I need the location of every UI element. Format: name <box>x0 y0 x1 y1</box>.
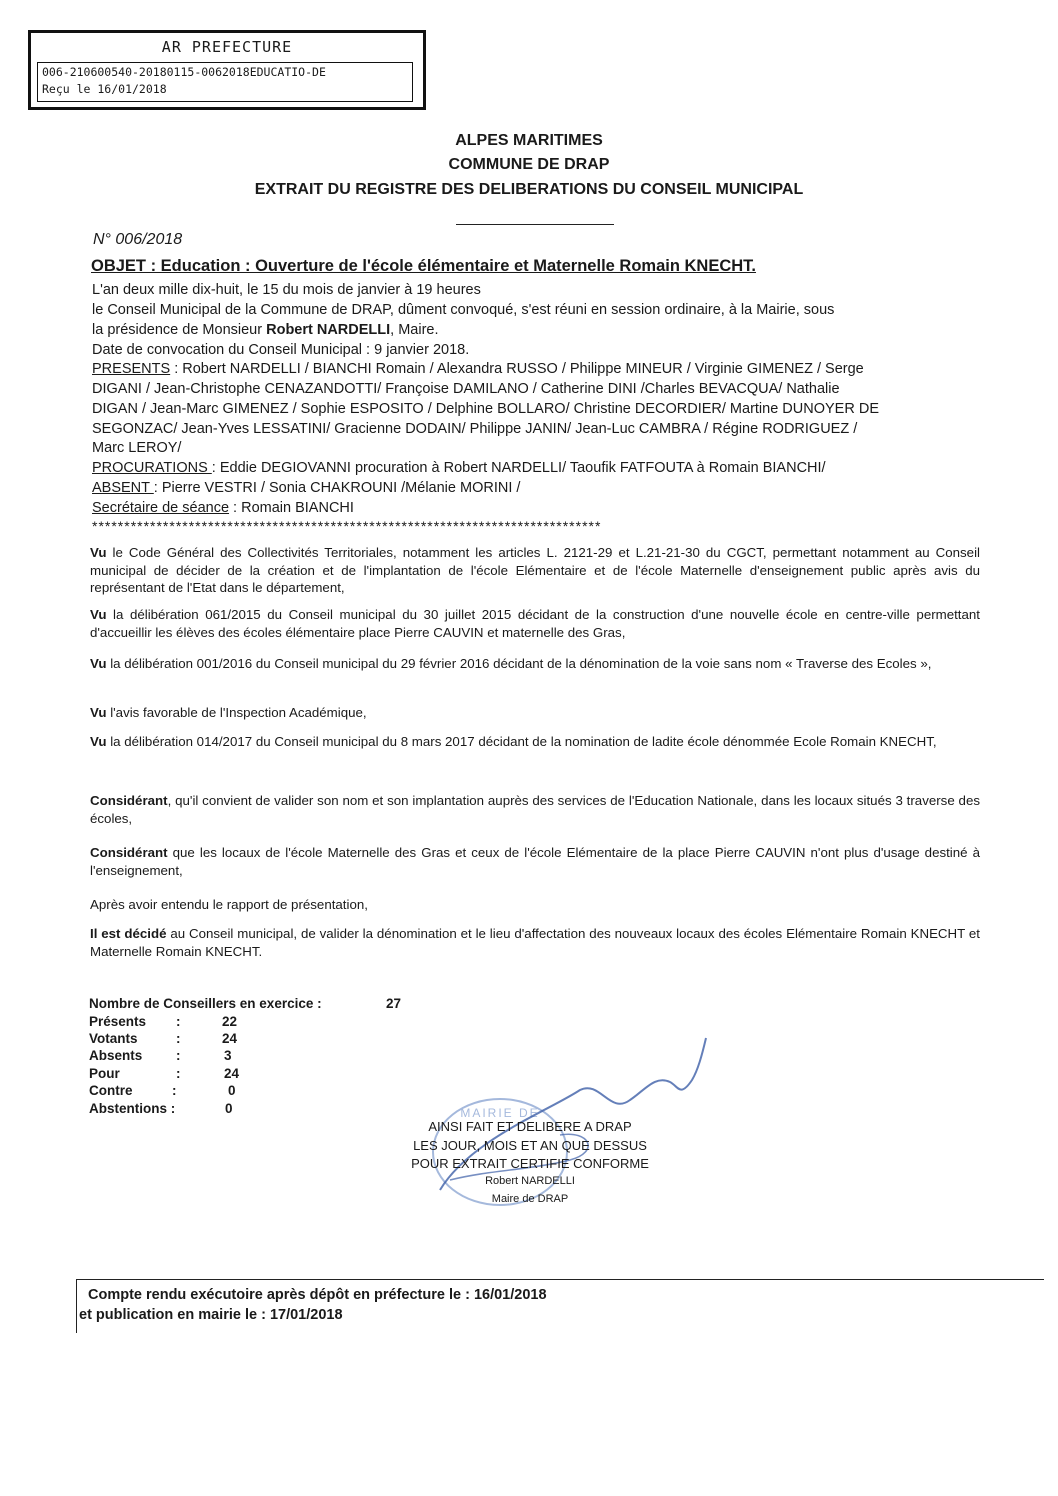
stat-value: 0 <box>225 1101 233 1116</box>
considerant-text: le Code Général des Collectivités Territoriales, notamment les articles L. 2121-29 et L.21-21-30 du CGCT, permettant notamment au Conseil municipal de décider de la création et de l'implantation de l'école Elémentaire et de l'école Maternelle d'enseignement public après avis du représentant de l'Etat dans le département, <box>90 545 980 595</box>
considerant-text: la délibération 014/2017 du Conseil municipal du 8 mars 2017 décidant de la nomination de ladite école dénommée Ecole Romain KNECHT, <box>106 734 937 749</box>
presents-text-1: : Robert NARDELLI / BIANCHI Romain / Alexandra RUSSO / Philippe MINEUR / Virginie GIMENEZ / Serge <box>170 361 864 377</box>
stat-label: Contre <box>89 1083 133 1098</box>
considerant-lead: Considérant <box>90 845 168 860</box>
considerant-2 <box>90 655 980 673</box>
signature-line-1: AINSI FAIT ET DELIBERE A DRAP <box>428 1119 632 1134</box>
signature-line-2: LES JOUR, MOIS ET AN QUE DESSUS <box>413 1138 647 1153</box>
header-divider <box>456 224 614 225</box>
deliberation-number: N° 006/2018 <box>93 231 183 248</box>
header-commune: COMMUNE DE DRAP <box>448 156 610 173</box>
absent-text: : Pierre VESTRI / Sonia CHAKROUNI /Mélanie MORINI / <box>153 480 521 496</box>
secretary-text: : Romain BIANCHI <box>229 500 354 516</box>
stat-sep: : <box>176 1014 181 1029</box>
secretary-label: Secrétaire de séance <box>92 500 230 516</box>
considerant-lead: Considérant <box>90 793 168 808</box>
intro-presidency <box>92 322 439 338</box>
stat-sep: : <box>172 1083 177 1098</box>
header-department: ALPES MARITIMES <box>455 132 603 149</box>
considerant-4 <box>90 733 980 751</box>
presents-line-3: DIGAN / Jean-Marc GIMENEZ / Sophie ESPOSITO / Delphine BOLLARO/ Christine DECORDIER/ Martine DUNOYER DE <box>92 401 879 417</box>
stat-value: 0 <box>228 1083 236 1098</box>
stat-value: 24 <box>222 1031 238 1046</box>
separator-stars: ******************************************************************************* <box>92 518 602 534</box>
stat-sep: : <box>176 1048 181 1063</box>
signature-line-3: POUR EXTRAIT CERTIFIE CONFORME <box>411 1156 649 1171</box>
intro-presidency-text: la présidence de Monsieur <box>92 322 267 338</box>
considerant-lead: Vu <box>90 656 107 671</box>
header-register-title: EXTRAIT DU REGISTRE DES DELIBERATIONS DU CONSEIL MUNICIPAL <box>254 181 804 198</box>
stamp-received-date: Reçu le 16/01/2018 <box>42 82 167 96</box>
intro-date: L'an deux mille dix-huit, le 15 du mois de janvier à 19 heures <box>92 282 481 298</box>
considerant-lead: Vu <box>90 705 107 720</box>
considerant-lead: Vu <box>90 734 107 749</box>
decision <box>90 925 980 960</box>
stat-label: Votants <box>89 1031 138 1046</box>
stamp-title: AR PREFECTURE <box>161 38 293 56</box>
considerant-6 <box>90 844 980 879</box>
convocation-date: Date de convocation du Conseil Municipal : 9 janvier 2018. <box>92 342 470 358</box>
decision-text: au Conseil municipal, de valider la dénomination et le lieu d'affectation des nouveaux locaux des écoles Elémentaire Romain KNECHT et Maternelle Romain KNECHT. <box>90 926 980 959</box>
stamp-reference: 006-210600540-20180115-0062018EDUCATIO-DE <box>42 65 326 79</box>
signatory-name: Robert NARDELLI <box>485 1175 575 1187</box>
considerant-1 <box>90 606 980 641</box>
stat-label: Pour <box>89 1066 120 1081</box>
stat-value: 24 <box>224 1066 240 1081</box>
considerant-0 <box>90 544 980 597</box>
seal-text: MAIRIE DE <box>460 1106 540 1120</box>
considerant-lead: Vu <box>90 607 107 622</box>
considerant-lead: Vu <box>90 545 107 560</box>
stat-value: 22 <box>222 1014 238 1029</box>
procurations-line <box>92 460 826 476</box>
prefecture-stamp <box>28 30 426 110</box>
considerant-5 <box>90 792 980 827</box>
considerant-7 <box>90 896 980 914</box>
intro-presidency-end: , Maire. <box>390 322 439 338</box>
considerant-text: la délibération 001/2016 du Conseil municipal du 29 février 2016 décidant de la dénomination de la voie sans nom « Traverse des Ecoles », <box>106 656 932 671</box>
considerant-3 <box>90 704 980 722</box>
stat-label: Absents <box>89 1048 143 1063</box>
stat-sep: : <box>176 1031 181 1046</box>
decision-lead: Il est décidé <box>90 926 167 941</box>
absent-line <box>92 480 520 496</box>
considerant-text: , qu'il convient de valider son nom et son implantation auprès des services de l'Education Nationale, dans les locaux situés 3 traverse des écoles, <box>90 793 980 826</box>
procurations-text: : Eddie DEGIOVANNI procuration à Robert NARDELLI/ Taoufik FATFOUTA à Romain BIANCHI/ <box>211 460 826 476</box>
considerant-text: que les locaux de l'école Maternelle des Gras et ceux de l'école Elémentaire de la place Pierre CAUVIN n'ont plus d'usage destiné à l'enseignement, <box>90 845 980 878</box>
procurations-label: PROCURATIONS <box>92 460 212 476</box>
stat-label: Abstentions : <box>89 1101 176 1116</box>
deliberation-subject: OBJET : Education : Ouverture de l'école élémentaire et Maternelle Romain KNECHT. <box>91 257 757 275</box>
presents-label: PRESENTS <box>92 361 171 377</box>
stat-value: 3 <box>224 1048 232 1063</box>
mayor-name: Robert NARDELLI <box>266 322 391 338</box>
stat-sep: : <box>176 1066 181 1081</box>
signatory-title: Maire de DRAP <box>491 1193 569 1205</box>
presents-line-1 <box>92 361 864 377</box>
footer-line-1: Compte rendu exécutoire après dépôt en préfecture le : 16/01/2018 <box>88 1287 547 1303</box>
presents-line-2: DIGANI / Jean-Christophe CENAZANDOTTI/ Françoise DAMILANO / Catherine DINI /Charles BEVACQUA/ Nathalie <box>92 381 840 397</box>
intro-council: le Conseil Municipal de la Commune de DRAP, dûment convoqué, s'est réuni en session ordinaire, à la Mairie, sous <box>92 302 835 318</box>
presents-line-4: SEGONZAC/ Jean-Yves LESSATINI/ Gracienne DODAIN/ Philippe JANIN/ Jean-Luc CAMBRA / Régine RODRIGUEZ / <box>92 421 858 437</box>
stat-exercice-label: Nombre de Conseillers en exercice : <box>89 996 322 1011</box>
footer-line-2: et publication en mairie le : 17/01/2018 <box>79 1307 343 1323</box>
stat-exercice-value: 27 <box>386 996 402 1011</box>
presents-line-5: Marc LEROY/ <box>92 440 182 456</box>
secretary-line <box>92 500 354 516</box>
considerant-text: Après avoir entendu le rapport de présentation, <box>90 897 368 912</box>
absent-label: ABSENT <box>92 480 154 496</box>
stat-label: Présents <box>89 1014 147 1029</box>
considerant-text: l'avis favorable de l'Inspection Académique, <box>106 705 367 720</box>
considerant-text: la délibération 061/2015 du Conseil municipal du 30 juillet 2015 décidant de la construction d'une nouvelle école en centre-ville permettant d'accueillir les élèves des écoles élémentaire place Pierre CAUVIN et maternelle des Gras, <box>90 607 980 640</box>
stamp-reference-box <box>37 62 413 102</box>
